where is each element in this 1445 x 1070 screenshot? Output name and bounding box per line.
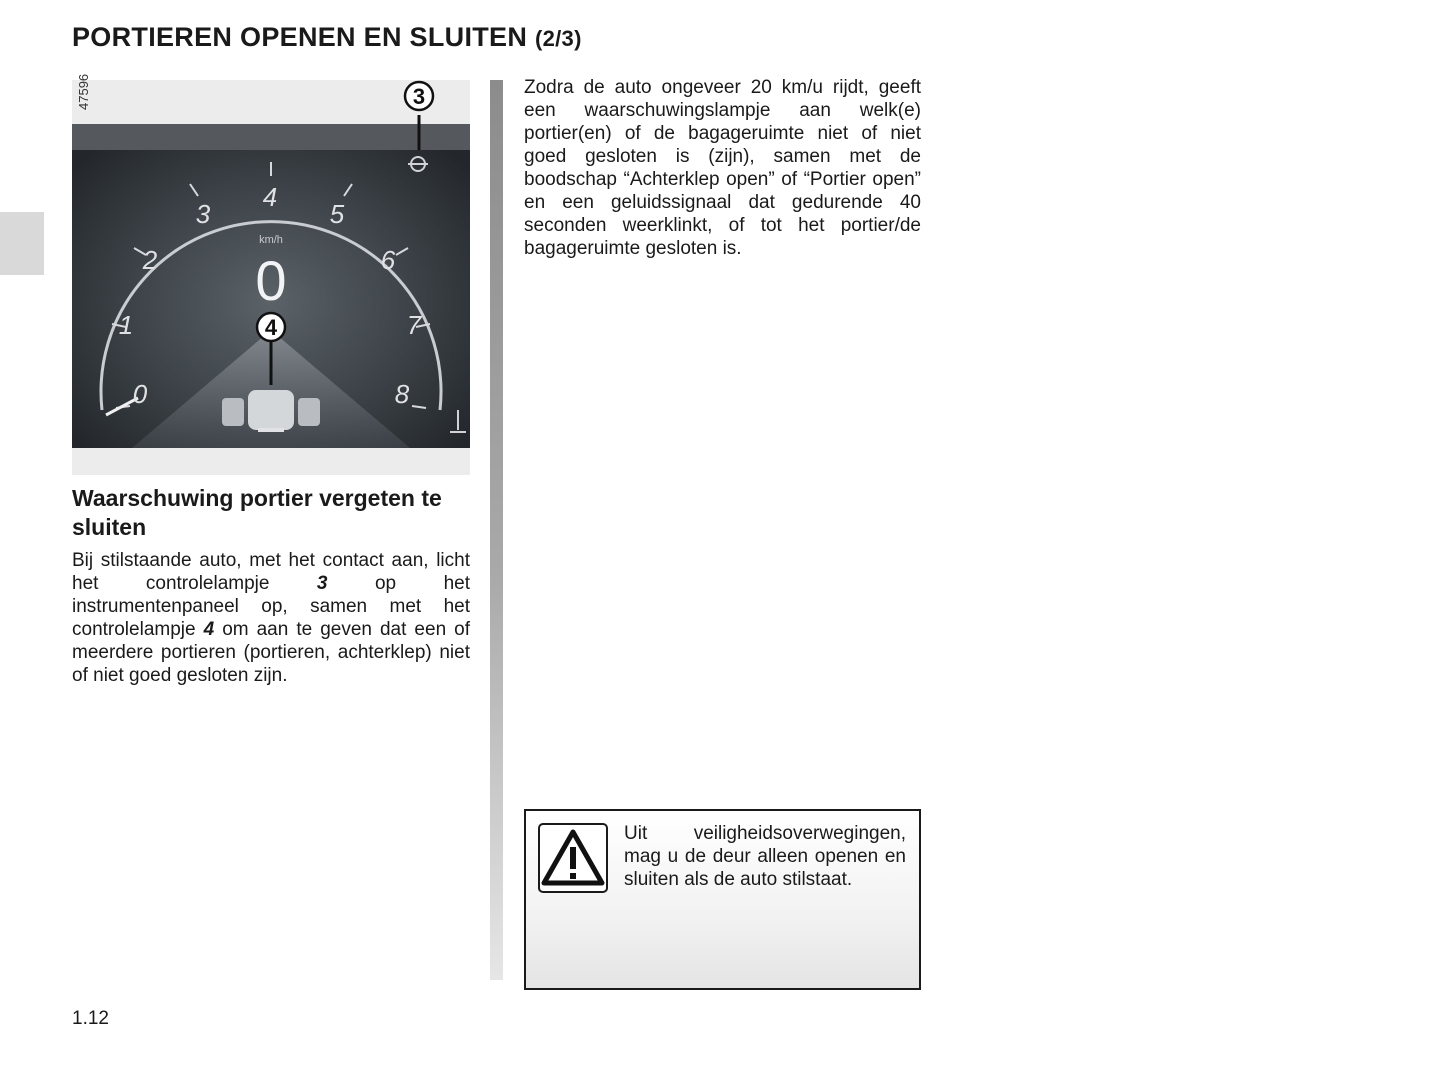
dial-number-7: 7 xyxy=(406,310,422,340)
dial-number-2: 2 xyxy=(142,245,158,275)
column-divider xyxy=(490,80,503,980)
dial-number-5: 5 xyxy=(329,199,345,229)
warning-box xyxy=(524,809,921,990)
para-text-1: Bij stilstaande auto, met het contact aan, licht het controlelampje xyxy=(72,550,470,594)
para-text-2: op het instrumentenpaneel op, samen met het controlelampje xyxy=(72,573,470,640)
page-number: 1.12 xyxy=(72,1008,109,1029)
callout-4 xyxy=(257,313,285,341)
speed-value: 0 xyxy=(255,249,287,312)
warning-text: Uit veiligheidsoverwegingen, mag u de deur alleen openen en sluiten als de auto stilstaat. xyxy=(624,823,906,890)
callout-3 xyxy=(405,82,433,110)
dial-number-4: 4 xyxy=(262,182,278,212)
section-paragraph xyxy=(72,549,470,687)
instrument-cluster-illustration xyxy=(72,80,470,475)
right-column-paragraph: Zodra de auto ongeveer 20 km/u rijdt, geeft een waarschuwingslampje aan welk(e) portier(en) of de bagageruimte niet of niet goed gesloten is (zijn), samen met de boodschap “Achterklep open” of “Portier open” en een geluidssignaal dat gedurende 40 seconden weerklinkt, of tot het portier/de bagageruimte gesloten is. xyxy=(524,77,921,259)
dial-number-8: 8 xyxy=(394,379,410,409)
dial-number-0: 0 xyxy=(132,379,148,409)
callout-3-label: 3 xyxy=(412,84,426,109)
ref-lamp-3: 3 xyxy=(316,573,328,594)
callout-4-label: 4 xyxy=(264,315,278,340)
warning-triangle-icon xyxy=(538,823,608,893)
dial-number-1: 1 xyxy=(118,310,134,340)
dial-number-3: 3 xyxy=(195,199,211,229)
instrument-cluster-figure xyxy=(72,80,470,475)
speed-unit: km/h xyxy=(259,234,283,246)
para-text-3: om aan te geven dat een of meerdere portieren (portieren, achterklep) niet of niet goed gesloten zijn. xyxy=(72,619,470,686)
section-heading: Waarschuwing portier vergeten te sluiten xyxy=(72,485,442,540)
dial-number-6: 6 xyxy=(380,245,396,275)
page-title-text: PORTIEREN OPENEN EN SLUITEN xyxy=(72,22,528,52)
ref-lamp-4: 4 xyxy=(203,619,215,640)
chapter-tab xyxy=(0,212,44,275)
image-id: 47596 xyxy=(76,73,91,110)
page-title-suffix: (2/3) xyxy=(534,26,582,51)
page-title xyxy=(72,22,582,53)
